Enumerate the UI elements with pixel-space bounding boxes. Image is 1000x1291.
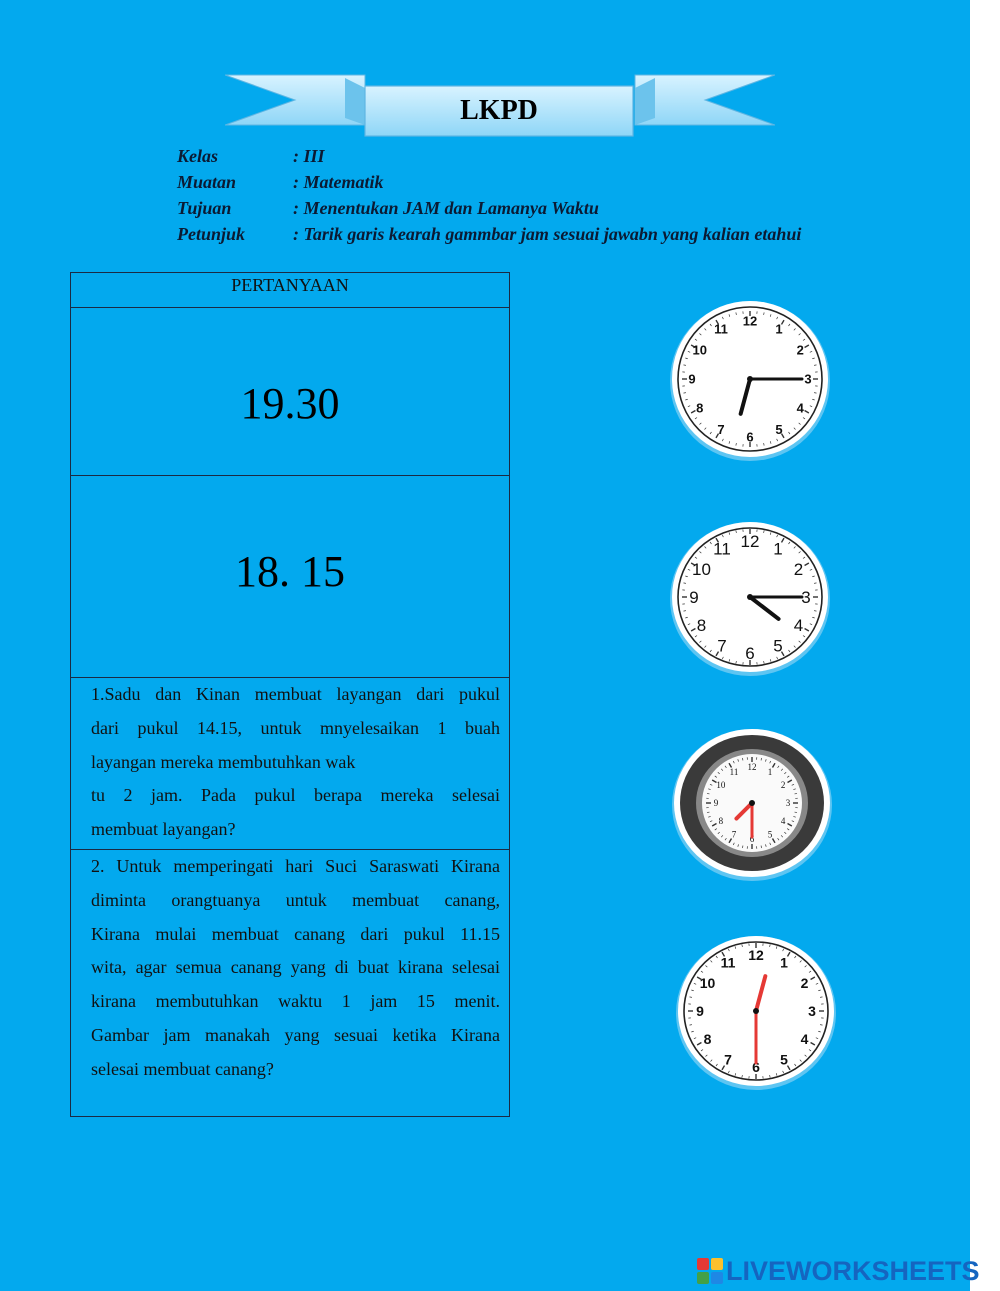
clock-numeral: 9 — [696, 1002, 704, 1019]
clock-numeral: 11 — [729, 766, 739, 777]
clock-numeral: 1 — [767, 766, 773, 777]
clock-numeral: 11 — [714, 321, 728, 337]
clock-numeral: 1 — [775, 321, 783, 337]
clock-numeral: 6 — [746, 429, 754, 445]
clock-numeral: 4 — [800, 1030, 809, 1047]
clock-numeral: 12 — [747, 762, 757, 773]
text-line: Kirana mulai membuat canang dari pukul 11.15 — [91, 923, 500, 944]
clock-numeral: 11 — [713, 539, 731, 559]
clock-numeral: 5 — [773, 636, 783, 656]
text-line: layangan mereka membutuhkan wak — [91, 751, 356, 772]
question-table — [70, 272, 510, 1117]
text-line: membuat layangan? — [91, 819, 236, 840]
clock-face-1[interactable] — [668, 297, 832, 461]
info-label: Tujuan — [177, 198, 232, 218]
clock-numeral: 4 — [780, 816, 786, 827]
clock-numeral: 8 — [718, 816, 724, 827]
clock-numeral: 5 — [780, 1051, 788, 1068]
clock-numeral: 1 — [780, 954, 788, 971]
time-label: 19.30 — [240, 379, 340, 428]
info-value: : Menentukan JAM dan Lamanya Waktu — [293, 198, 599, 218]
clock-numeral: 2 — [796, 342, 804, 358]
info-label: Muatan — [177, 172, 237, 192]
brand-name: LIVEWORKSHEETS — [726, 1255, 980, 1286]
clock-numeral: 12 — [742, 313, 758, 329]
clock-face-2[interactable] — [668, 518, 832, 676]
clock-numeral: 3 — [804, 371, 812, 387]
time-label: 18. 15 — [235, 547, 345, 596]
clock-numeral: 7 — [731, 829, 737, 840]
clock-numeral: 11 — [720, 954, 736, 971]
clock-face-3[interactable] — [670, 725, 834, 881]
clock-numeral: 4 — [793, 615, 804, 635]
info-row-tujuan — [177, 195, 801, 221]
logo-blocks-icon — [697, 1258, 723, 1284]
time-item-2[interactable] — [71, 476, 509, 678]
info-row-muatan — [177, 169, 801, 195]
clock-numeral: 10 — [692, 559, 711, 579]
text-line: tu 2 jam. Pada pukul berapa mereka selesai — [91, 785, 500, 806]
question-item-2[interactable] — [71, 850, 509, 1116]
clock-face-4[interactable] — [674, 932, 838, 1090]
info-value: : Tarik garis kearah gammbar jam sesuai jawabn yang kalian etahui — [293, 224, 802, 244]
table-header: PERTANYAAN — [71, 273, 509, 308]
clock-numeral: 7 — [724, 1051, 732, 1068]
clock-numeral: 2 — [780, 780, 786, 791]
clock-numeral: 9 — [713, 798, 719, 809]
clock-numeral: 4 — [796, 400, 804, 416]
text-line: wita, agar semua canang yang di buat kirana selesai — [91, 957, 500, 978]
clock-numeral: 1 — [773, 539, 783, 559]
text-line: Gambar jam manakah yang sesuai ketika Kirana — [91, 1024, 500, 1045]
question-item-1[interactable] — [71, 678, 509, 850]
clock-numeral: 8 — [696, 615, 707, 635]
clock-numeral: 7 — [717, 421, 725, 437]
text-line: dari pukul 14.15, untuk mnyelesaikan 1 buah — [91, 717, 500, 738]
text-line: diminta orangtuanya untuk membuat canang, — [91, 889, 500, 910]
text-line: 2. Untuk memperingati hari Suci Saraswati Kirana — [91, 856, 500, 876]
clock-numeral: 3 — [808, 1002, 816, 1019]
info-row-kelas — [177, 143, 801, 169]
text-line: kirana membutuhkan waktu 1 jam 15 menit. — [91, 991, 500, 1012]
info-value: : III — [293, 146, 325, 166]
clock-numeral: 3 — [801, 587, 811, 607]
clock-numeral: 6 — [749, 834, 755, 845]
clock-numeral: 12 — [748, 946, 764, 963]
clock-numeral: 10 — [692, 342, 708, 358]
info-value: : Matematik — [293, 172, 384, 192]
info-label: Petunjuk — [177, 224, 246, 244]
clock-numeral: 8 — [703, 1030, 712, 1047]
time-item-1[interactable] — [71, 308, 509, 476]
text-line: selesai membuat canang? — [91, 1058, 274, 1079]
text-line: 1.Sadu dan Kinan membuat layangan dari pukul — [91, 684, 500, 704]
clock-numeral: 9 — [688, 371, 696, 387]
clock-numeral: 12 — [740, 531, 760, 551]
clock-numeral: 10 — [716, 780, 726, 791]
clock-numeral: 5 — [767, 829, 773, 840]
clock-numeral: 6 — [752, 1058, 760, 1075]
clock-numeral: 3 — [785, 798, 791, 809]
brand-logo — [697, 1256, 980, 1286]
clock-numeral: 5 — [775, 421, 783, 437]
info-label: Kelas — [177, 146, 219, 166]
clock-numeral: 2 — [793, 559, 804, 579]
info-row-petunjuk — [177, 221, 801, 247]
clock-numeral: 9 — [689, 587, 699, 607]
clock-numeral: 6 — [745, 643, 755, 663]
clock-numeral: 2 — [800, 974, 809, 991]
clock-numeral: 7 — [717, 636, 727, 656]
info-block — [177, 143, 801, 247]
page-title: LKPD — [460, 95, 538, 126]
clock-numeral: 8 — [696, 400, 704, 416]
clock-numeral: 10 — [699, 974, 716, 991]
